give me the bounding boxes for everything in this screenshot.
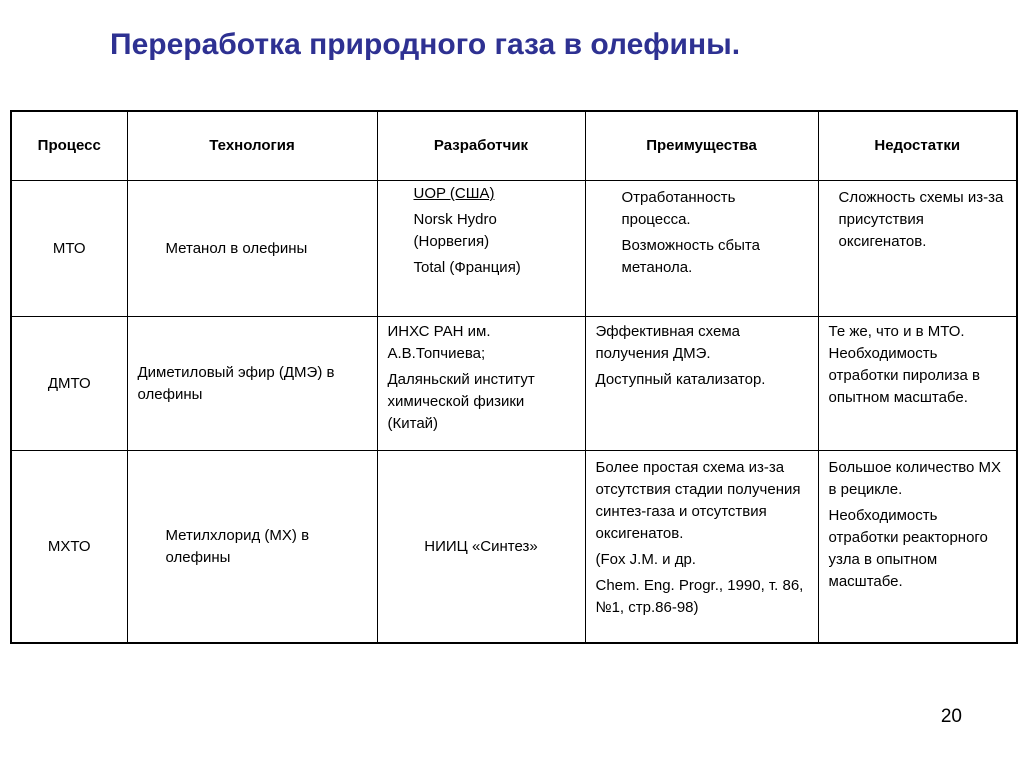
disadvantage-item: Сложность схемы из-за присутствия оксигенатов. — [838, 189, 1004, 250]
disadvantages-cell — [818, 181, 1017, 317]
advantage-item: Отработанность процесса. — [621, 189, 736, 228]
table-row — [11, 317, 1017, 451]
technology-text: Метилхлорид (МХ) в олефины — [165, 526, 310, 566]
technology-cell — [127, 451, 377, 644]
developer-cell — [377, 317, 585, 451]
process-cell: ДМТО — [11, 317, 127, 451]
developer-item: Norsk Hydro (Норвегия) — [413, 211, 497, 250]
advantage-item: Эффективная схема получения ДМЭ. — [595, 323, 740, 362]
process-table — [10, 110, 1018, 644]
header-technology: Технология — [127, 111, 377, 181]
developer-item: Даляньский институт химической физики (Китай) — [387, 371, 535, 432]
process-cell: МХТО — [11, 451, 127, 644]
advantages-cell — [585, 181, 818, 317]
advantage-item: Возможность сбыта метанола. — [621, 237, 760, 276]
disadvantage-item: Те же, что и в МТО. Необходимость отработки пиролиза в опытном масштабе. — [828, 323, 980, 406]
advantage-item: (Fox J.M. и др. — [595, 551, 696, 568]
slide-title: Переработка природного газа в олефины. — [110, 28, 741, 61]
technology-cell — [127, 317, 377, 451]
developer-cell — [377, 451, 585, 644]
header-developer: Разработчик — [377, 111, 585, 181]
disadvantages-cell — [818, 451, 1017, 644]
advantage-item: Более простая схема из-за отсутствия стадии получения синтез-газа и отсутствия оксигенатов. — [595, 459, 801, 542]
header-advantages: Преимущества — [585, 111, 818, 181]
disadvantages-cell — [818, 317, 1017, 451]
table-row — [11, 181, 1017, 317]
advantage-item: Chem. Eng. Progr., 1990, т. 86, №1, стр.86-98) — [595, 577, 804, 616]
advantages-cell — [585, 317, 818, 451]
disadvantage-item: Необходимость отработки реакторного узла в опытном масштабе. — [828, 507, 988, 590]
process-cell: МТО — [11, 181, 127, 317]
advantages-cell — [585, 451, 818, 644]
table-header-row — [11, 111, 1017, 181]
advantage-item: Доступный катализатор. — [595, 371, 766, 388]
disadvantage-item: Большое количество МХ в рецикле. — [828, 459, 1002, 498]
table-row — [11, 451, 1017, 644]
header-disadvantages: Недостатки — [818, 111, 1017, 181]
page-number: 20 — [940, 706, 962, 727]
technology-text: Метанол в олефины — [165, 239, 308, 257]
developer-item: НИИЦ «Синтез» — [424, 537, 538, 555]
header-process: Процесс — [11, 111, 127, 181]
developer-item: UOP (США) — [413, 185, 495, 202]
technology-text: Диметиловый эфир (ДМЭ) в олефины — [137, 363, 335, 403]
technology-cell — [127, 181, 377, 317]
developer-cell — [377, 181, 585, 317]
developer-item: ИНХС РАН им. А.В.Топчиева; — [387, 323, 491, 362]
developer-item: Total (Франция) — [413, 259, 521, 276]
